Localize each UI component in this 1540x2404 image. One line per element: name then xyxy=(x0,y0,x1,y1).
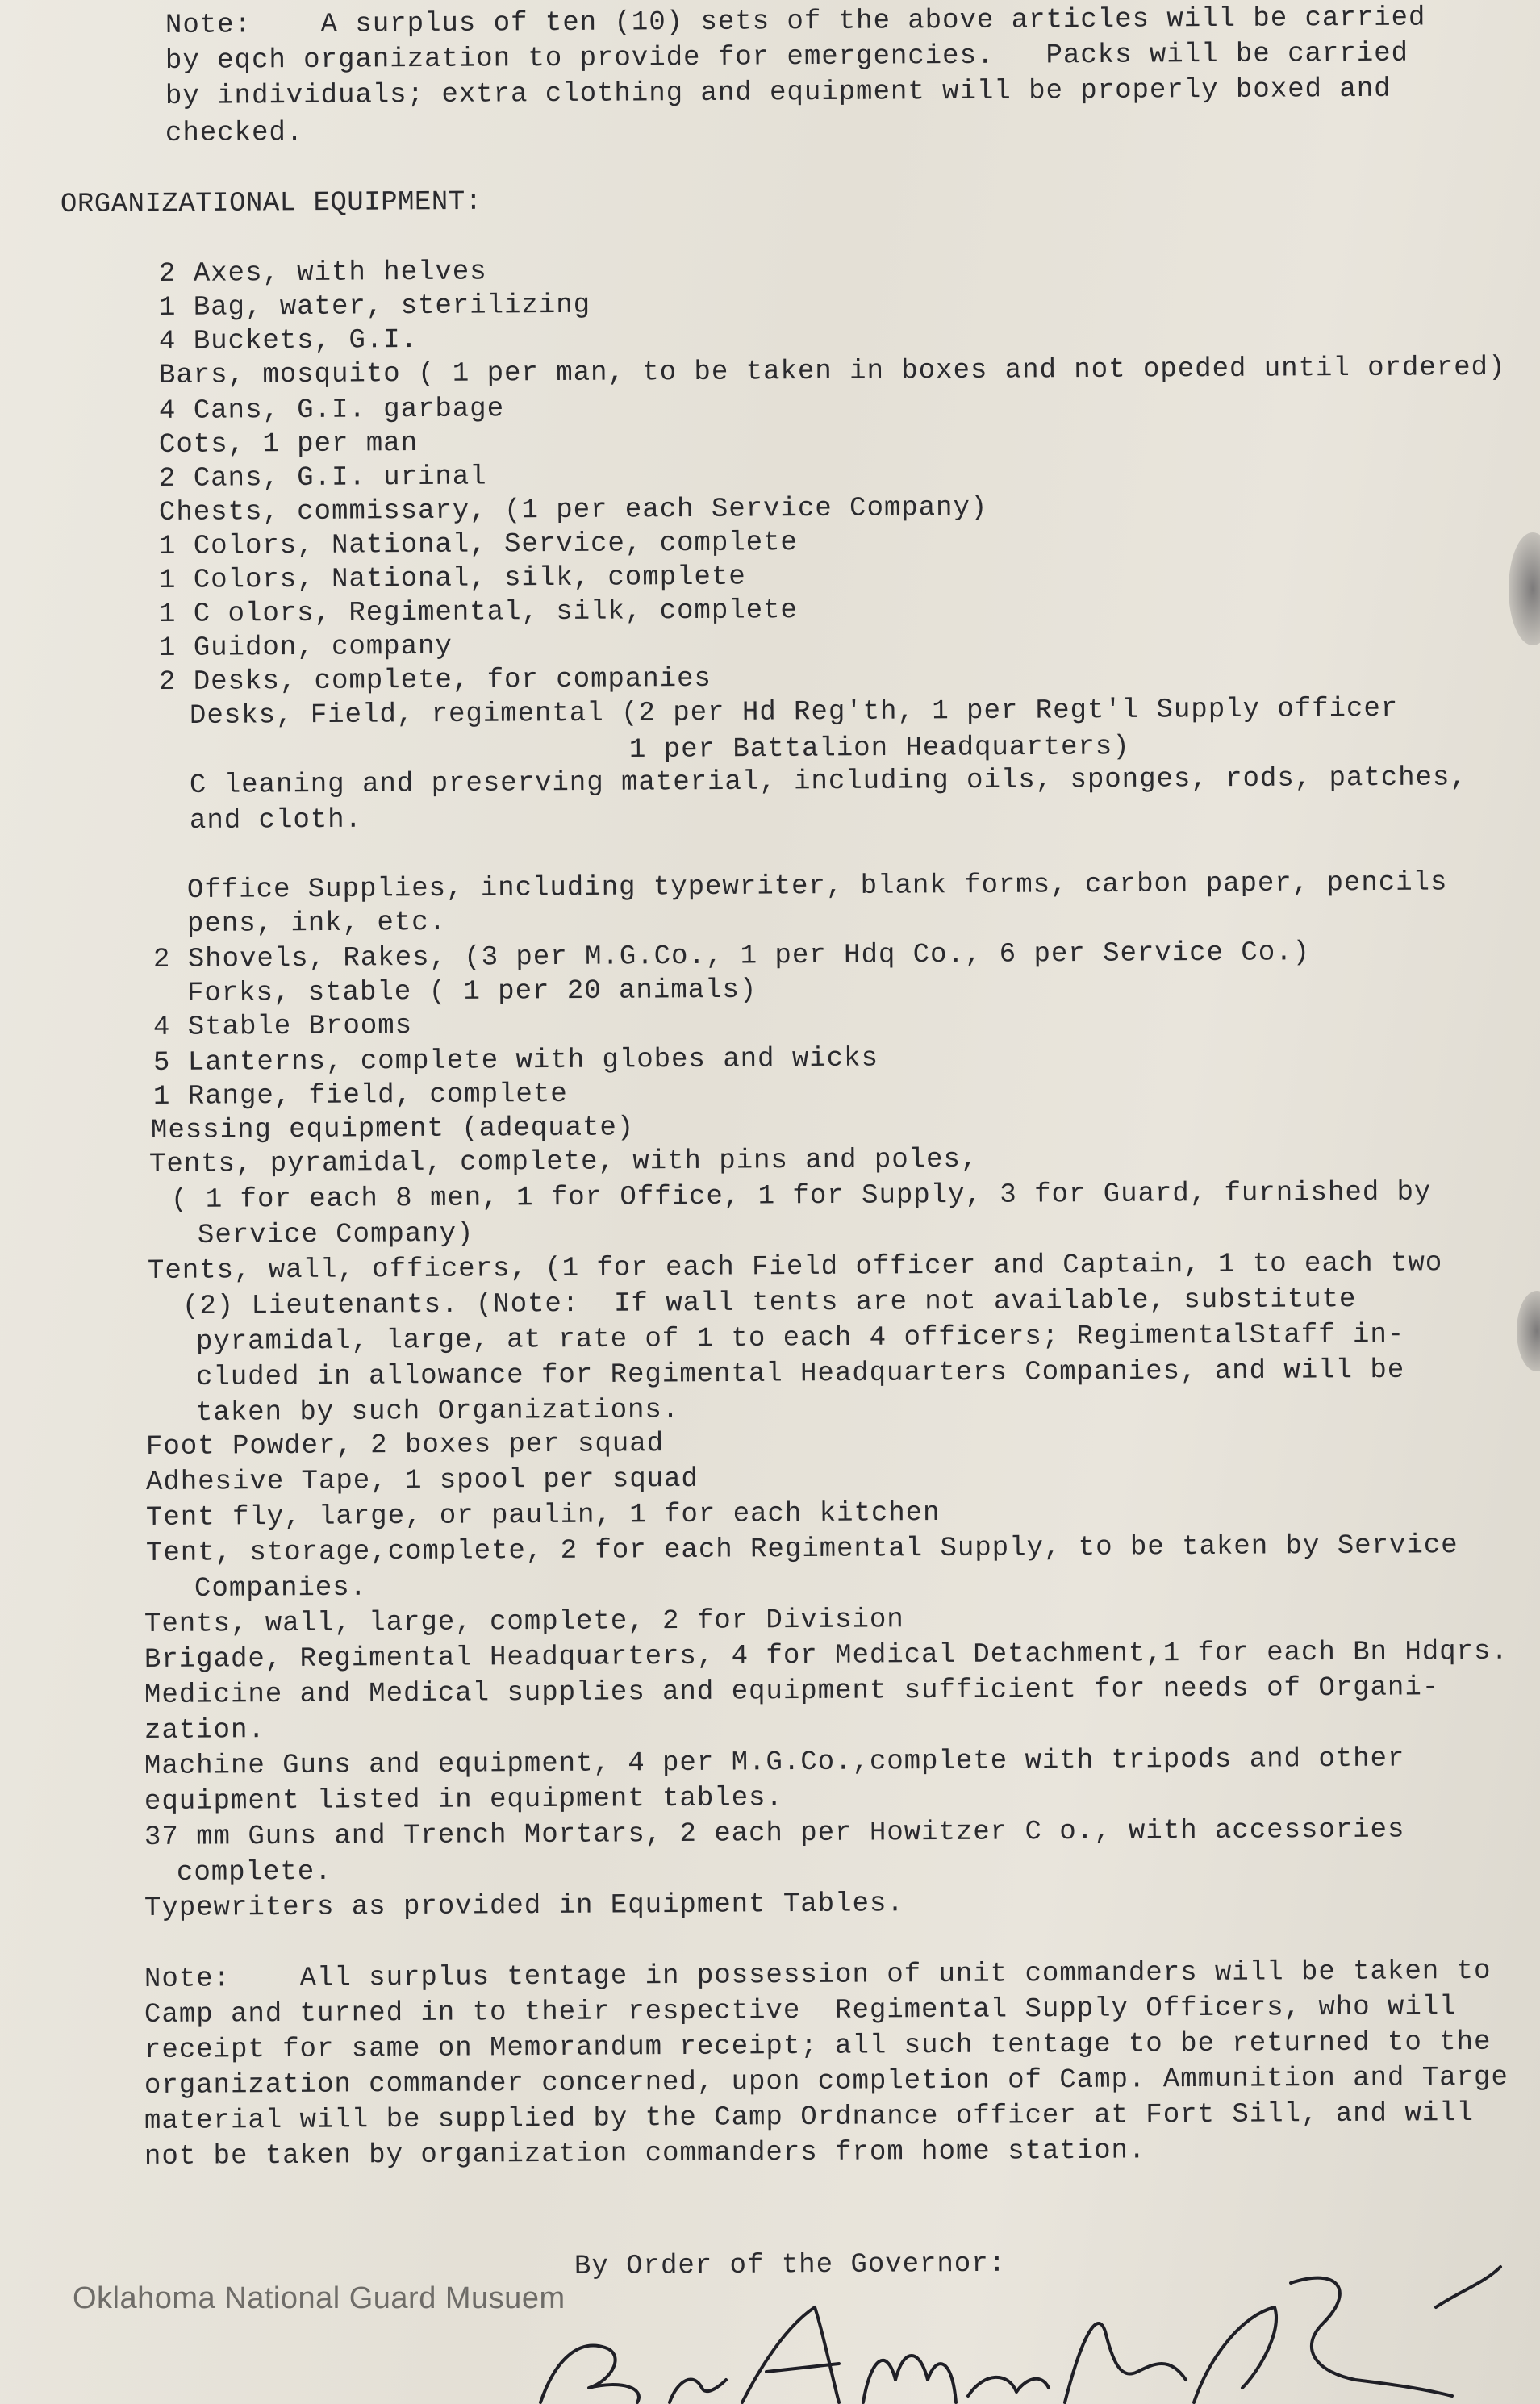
item-line: 1 C olors, Regimental, silk, complete xyxy=(158,595,799,630)
ink-smudge xyxy=(1517,1291,1540,1371)
item-line: 1 Guidon, company xyxy=(158,631,453,664)
item-line: Desks, Field, regimental (2 per Hd Reg'th, 1 per Regt'l Supply officer xyxy=(189,693,1399,732)
item-line: Tents, pyramidal, complete, with pins and poles, xyxy=(148,1144,979,1180)
item-line: Tents, wall, large, complete, 2 for Division xyxy=(144,1605,904,1640)
item-line: 2 Desks, complete, for companies xyxy=(158,663,712,698)
item-line: taken by such Organizations. xyxy=(195,1395,680,1429)
note2-line-4: organization commander concerned, upon completion of Camp. Ammunition and Targe xyxy=(144,2062,1509,2101)
item-line: ( 1 for each 8 men, 1 for Office, 1 for Supply, 3 for Guard, furnished by xyxy=(170,1177,1432,1216)
item-line: 1 Colors, National, Service, complete xyxy=(158,528,799,562)
note1-line-1: Note: A surplus of ten (10) sets of the above articles will be carried xyxy=(165,2,1426,41)
item-line: 4 Cans, G.I. garbage xyxy=(158,394,505,427)
item-line: Tent, storage,complete, 2 for each Regimental Supply, to be taken by Service xyxy=(145,1530,1459,1569)
item-line: zation. xyxy=(144,1715,265,1747)
note1-line-4: checked. xyxy=(165,117,304,149)
item-line: Forks, stable ( 1 per 20 animals) xyxy=(186,975,757,1009)
item-line: and cloth. xyxy=(189,804,363,837)
item-line: Tents, wall, officers, (1 for each Field officer and Captain, 1 to each two xyxy=(147,1248,1443,1287)
item-line: 1 Range, field, complete xyxy=(152,1079,568,1112)
item-line: 1 per Battalion Headquarters) xyxy=(628,732,1130,766)
item-line: Tent fly, large, or paulin, 1 for each kitchen xyxy=(145,1497,941,1534)
item-line: (2) Lieutenants. (Note: If wall tents are not available, substitute xyxy=(182,1284,1357,1322)
item-line: Cots, 1 per man xyxy=(158,428,419,461)
item-line: 1 Bag, water, sterilizing xyxy=(158,290,591,323)
item-line: Typewriters as provided in Equipment Tables. xyxy=(144,1889,904,1924)
note2-line-6: not be taken by organization commanders from home station. xyxy=(144,2135,1146,2172)
item-line: 2 Shovels, Rakes, (3 per M.G.Co., 1 per Hdq Co., 6 per Service Co.) xyxy=(152,937,1311,975)
item-line: equipment listed in equipment tables. xyxy=(144,1783,784,1818)
item-line: complete. xyxy=(176,1856,332,1889)
item-line: C leaning and preserving material, including oils, sponges, rods, patches, xyxy=(189,762,1467,801)
item-line: Messing equipment (adequate) xyxy=(150,1112,635,1146)
signature-drawing xyxy=(484,2259,1540,2404)
note2-line-2: Camp and turned in to their respective Regimental Supply Officers, who will xyxy=(144,1992,1457,2030)
ink-smudge xyxy=(1509,532,1540,645)
item-line: Companies. xyxy=(194,1572,368,1605)
item-line: pyramidal, large, at rate of 1 to each 4 officers; RegimentalStaff in- xyxy=(195,1319,1405,1358)
item-line: Brigade, Regimental Headquarters, 4 for Medical Detachment,1 for each Bn Hdqrs. xyxy=(144,1636,1509,1676)
item-line: 2 Cans, G.I. urinal xyxy=(158,461,487,495)
item-line: 37 mm Guns and Trench Mortars, 2 each per Howitzer C o., with accessories xyxy=(144,1814,1405,1853)
item-line: Bars, mosquito ( 1 per man, to be taken in boxes and not opeded until ordered) xyxy=(158,352,1506,391)
item-line: 1 Colors, National, silk, complete xyxy=(158,561,746,596)
item-line: Adhesive Tape, 1 spool per squad xyxy=(145,1463,699,1498)
note2-line-3: receipt for same on Memorandum receipt; all such tentage to be returned to the xyxy=(144,2026,1492,2066)
note2-line-5: material will be supplied by the Camp Ordnance officer at Fort Sill, and will xyxy=(144,2097,1475,2137)
museum-watermark: Oklahoma National Guard Musuem xyxy=(73,2281,566,2315)
item-line: 5 Lanterns, complete with globes and wicks xyxy=(152,1043,879,1079)
closing-line: By Order of the Governor: xyxy=(574,2248,1007,2282)
item-line: cluded in allowance for Regimental Headquarters Companies, and will be xyxy=(195,1354,1405,1393)
note1-line-2: by eqch organization to provide for emergencies. Packs will be carried xyxy=(165,38,1409,77)
item-line: 2 Axes, with helves xyxy=(158,257,487,290)
item-line: Medicine and Medical supplies and equipment sufficient for needs of Organi- xyxy=(144,1672,1440,1711)
item-line: Chests, commissary, (1 per each Service Company) xyxy=(158,492,988,528)
item-line: 4 Buckets, G.I. xyxy=(158,325,419,357)
item-line: pens, ink, etc. xyxy=(186,908,447,940)
note1-line-3: by individuals; extra clothing and equipment will be properly boxed and xyxy=(165,73,1392,112)
note2-line-1: Note: All surplus tentage in possession of unit commanders will be taken to xyxy=(144,1955,1492,1995)
item-line: Machine Guns and equipment, 4 per M.G.Co.,complete with tripods and other xyxy=(144,1743,1405,1782)
item-line: 4 Stable Brooms xyxy=(152,1011,413,1043)
item-line: Foot Powder, 2 boxes per squad xyxy=(145,1429,665,1463)
section-heading: ORGANIZATIONAL EQUIPMENT: xyxy=(60,186,482,220)
item-line: Office Supplies, including typewriter, blank forms, carbon paper, pencils xyxy=(186,867,1448,906)
item-line: Service Company) xyxy=(197,1218,474,1251)
